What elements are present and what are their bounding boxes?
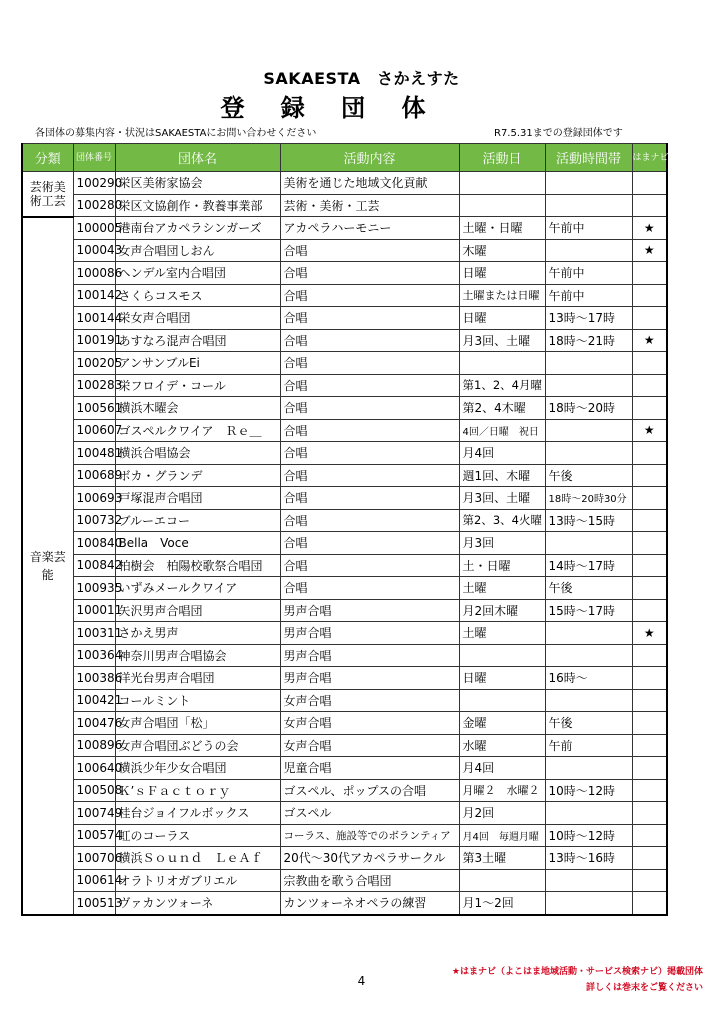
activity-day: 月2回木曜 (459, 599, 545, 622)
activity-day: 第2、4木曜 (459, 397, 545, 420)
table-row (22, 712, 667, 735)
group-name: 女声合唱団ぶどうの会 (115, 734, 280, 757)
group-name: 矢沢男声合唱団 (115, 599, 280, 622)
activity-day: 第1、2、4月曜 (459, 374, 545, 397)
activity-content: 合唱 (280, 307, 459, 330)
group-name: オラトリオガブリエル (115, 869, 280, 892)
activity-time: 午後 (545, 712, 632, 735)
group-number: 100693 (73, 487, 115, 510)
activity-time: 18時～21時 (545, 329, 632, 352)
activity-content: 合唱 (280, 464, 459, 487)
activity-content: 男声合唱 (280, 644, 459, 667)
header-category: 分類 (22, 144, 73, 172)
hamanavi-star (632, 577, 667, 600)
activity-day: 土曜 (459, 622, 545, 645)
hamanavi-star (632, 779, 667, 802)
hamanavi-star: ★ (632, 622, 667, 645)
hamanavi-star (632, 284, 667, 307)
group-name: 洋光台男声合唱団 (115, 667, 280, 690)
hamanavi-star (632, 824, 667, 847)
group-name: 港南台アカペラシンガーズ (115, 217, 280, 240)
hamanavi-star (632, 892, 667, 915)
activity-time (545, 892, 632, 915)
activity-content: 20代～30代アカペラサークル (280, 847, 459, 870)
hamanavi-star: ★ (632, 239, 667, 262)
table-row (22, 779, 667, 802)
group-name: 女声合唱団「松」 (115, 712, 280, 735)
hamanavi-star (632, 307, 667, 330)
group-number: 100005 (73, 217, 115, 240)
activity-day: 土・日曜 (459, 554, 545, 577)
activity-content: 合唱 (280, 554, 459, 577)
group-number: 100614 (73, 869, 115, 892)
activity-day (459, 194, 545, 217)
activity-content: カンツォーネオペラの練習 (280, 892, 459, 915)
group-name: 横浜木曜会 (115, 397, 280, 420)
activity-day (459, 869, 545, 892)
hamanavi-star (632, 194, 667, 217)
table-row (22, 217, 667, 240)
activity-time (545, 442, 632, 465)
activity-day: 月4回 (459, 757, 545, 780)
activity-content: 男声合唱 (280, 667, 459, 690)
group-number: 100508 (73, 779, 115, 802)
hamanavi-star (632, 667, 667, 690)
table-row (22, 847, 667, 870)
table-row (22, 869, 667, 892)
activity-time: 18時～20時 (545, 397, 632, 420)
header-name: 団体名 (115, 144, 280, 172)
activity-time: 18時～20時30分 (545, 487, 632, 510)
hamanavi-star (632, 599, 667, 622)
hamanavi-star (632, 172, 667, 195)
activity-day: 月3回、土曜 (459, 329, 545, 352)
hamanavi-star (632, 374, 667, 397)
activity-time (545, 689, 632, 712)
table-row (22, 622, 667, 645)
group-name: 栄フロイデ・コール (115, 374, 280, 397)
activity-content: ゴスペル、ポップスの合唱 (280, 779, 459, 802)
activity-content: 女声合唱 (280, 734, 459, 757)
activity-time (545, 239, 632, 262)
group-name: Ｋ’ｓＦａｃｔｏｒｙ (115, 779, 280, 802)
group-name: いずみメールクワイア (115, 577, 280, 600)
activity-content: 男声合唱 (280, 622, 459, 645)
hamanavi-star (632, 554, 667, 577)
activity-time: 13時～15時 (545, 509, 632, 532)
table-row (22, 442, 667, 465)
activity-time: 午前中 (545, 217, 632, 240)
activity-day (459, 689, 545, 712)
activity-day: 土曜・日曜 (459, 217, 545, 240)
table-row (22, 644, 667, 667)
group-name: 栄区美術家協会 (115, 172, 280, 195)
hamanavi-star (632, 869, 667, 892)
activity-time: 午前中 (545, 262, 632, 285)
table-row (22, 397, 667, 420)
table-row (22, 487, 667, 510)
hamanavi-star: ★ (632, 217, 667, 240)
activity-day: 月2回 (459, 802, 545, 825)
table-row (22, 172, 667, 195)
activity-time: 13時～16時 (545, 847, 632, 870)
header-group-no: 団体番号 (73, 144, 115, 172)
group-name: 栄区文協創作・教養事業部 (115, 194, 280, 217)
activity-content: 児童合唱 (280, 757, 459, 780)
activity-day: 日曜 (459, 262, 545, 285)
hamanavi-star (632, 397, 667, 420)
activity-day: 4回／日曜 祝日 (459, 419, 545, 442)
activity-content: 合唱 (280, 284, 459, 307)
group-name: 神奈川男声合唱協会 (115, 644, 280, 667)
group-name: ヘンデル室内合唱団 (115, 262, 280, 285)
group-name: アンサンブルEi (115, 352, 280, 375)
activity-time (545, 352, 632, 375)
group-number: 100574 (73, 824, 115, 847)
activity-day (459, 172, 545, 195)
activity-content: 合唱 (280, 442, 459, 465)
table-row (22, 892, 667, 915)
activity-day: 月1～2回 (459, 892, 545, 915)
header-day: 活動日 (459, 144, 545, 172)
group-number: 100640 (73, 757, 115, 780)
hamanavi-star: ★ (632, 329, 667, 352)
hamanavi-star (632, 532, 667, 555)
table-row (22, 464, 667, 487)
group-number: 100935 (73, 577, 115, 600)
hamanavi-star (632, 464, 667, 487)
activity-content: 合唱 (280, 329, 459, 352)
table-row (22, 757, 667, 780)
table-row (22, 262, 667, 285)
group-number: 100364 (73, 644, 115, 667)
activity-day: 日曜 (459, 307, 545, 330)
group-name: 栄女声合唱団 (115, 307, 280, 330)
activity-day: 月曜２ 水曜２ (459, 779, 545, 802)
group-number: 100043 (73, 239, 115, 262)
hamanavi-legend-note: 詳しくは巻末をご覧ください (585, 983, 703, 993)
table-row (22, 599, 667, 622)
activity-time (545, 172, 632, 195)
category-cell: 芸術美術工芸 (22, 172, 73, 217)
activity-time: 10時～12時 (545, 824, 632, 847)
hamanavi-legend: ★はまナビ（よこはま地域活動・サービス検索ナビ）掲載団体 (451, 967, 703, 977)
hamanavi-star (632, 509, 667, 532)
activity-content: 合唱 (280, 352, 459, 375)
group-number: 100421 (73, 689, 115, 712)
group-number: 100706 (73, 847, 115, 870)
category-cell: 音楽芸能 (22, 217, 73, 915)
table-row (22, 419, 667, 442)
activity-day: 土曜 (459, 577, 545, 600)
activity-time (545, 644, 632, 667)
group-number: 100086 (73, 262, 115, 285)
group-name: Bella Voce (115, 532, 280, 555)
hamanavi-star: ★ (632, 419, 667, 442)
group-number: 100561 (73, 397, 115, 420)
activity-time: 午前 (545, 734, 632, 757)
activity-day: 日曜 (459, 667, 545, 690)
table-row (22, 509, 667, 532)
activity-time (545, 802, 632, 825)
activity-day: 水曜 (459, 734, 545, 757)
group-name: 横浜少年少女合唱団 (115, 757, 280, 780)
group-name: さくらコスモス (115, 284, 280, 307)
table-row (22, 194, 667, 217)
activity-content: 合唱 (280, 397, 459, 420)
group-number: 100607 (73, 419, 115, 442)
group-name: 戸塚混声合唱団 (115, 487, 280, 510)
group-number: 100144 (73, 307, 115, 330)
group-number: 100840 (73, 532, 115, 555)
table-row (22, 824, 667, 847)
group-number: 100205 (73, 352, 115, 375)
activity-content: 美術を通じた地域文化貢献 (280, 172, 459, 195)
table-row (22, 307, 667, 330)
activity-day (459, 644, 545, 667)
activity-day: 月3回、土曜 (459, 487, 545, 510)
group-number: 100280 (73, 194, 115, 217)
hamanavi-star (632, 734, 667, 757)
hamanavi-star (632, 442, 667, 465)
group-name: 虹のコーラス (115, 824, 280, 847)
activity-time (545, 374, 632, 397)
group-number: 100689 (73, 464, 115, 487)
group-name: ボカ・グランデ (115, 464, 280, 487)
activity-content: 男声合唱 (280, 599, 459, 622)
activity-time (545, 869, 632, 892)
header-activity: 活動内容 (280, 144, 459, 172)
activity-content: 芸術・美術・工芸 (280, 194, 459, 217)
group-name: ゴスペルクワイア Ｒｅ＿ (115, 419, 280, 442)
activity-day: 第3土曜 (459, 847, 545, 870)
table-row (22, 689, 667, 712)
group-number: 100842 (73, 554, 115, 577)
activity-day: 土曜または日曜 (459, 284, 545, 307)
activity-day: 金曜 (459, 712, 545, 735)
group-name: 桂台ジョイフルボックス (115, 802, 280, 825)
activity-day: 月4回 (459, 442, 545, 465)
table-row (22, 802, 667, 825)
inquiry-note: 各団体の募集内容・状況はSAKAESTAにお問い合わせください (35, 128, 317, 139)
activity-time: 10時～12時 (545, 779, 632, 802)
group-number: 100283 (73, 374, 115, 397)
group-number: 100749 (73, 802, 115, 825)
table-row (22, 554, 667, 577)
group-name: 横浜Ｓｏｕｎｄ ＬｅＡｆ (115, 847, 280, 870)
table-row (22, 577, 667, 600)
activity-time (545, 419, 632, 442)
activity-content: 宗教曲を歌う合唱団 (280, 869, 459, 892)
header-hamanavi: はまナビ (632, 144, 667, 172)
hamanavi-star (632, 487, 667, 510)
hamanavi-star (632, 689, 667, 712)
table-row (22, 667, 667, 690)
date-note: R7.5.31までの登録団体です (494, 128, 623, 139)
page-title-latin: SAKAESTA さかえすた (263, 69, 460, 88)
group-number: 100191 (73, 329, 115, 352)
group-number: 100732 (73, 509, 115, 532)
registered-groups-table (21, 143, 668, 916)
activity-day: 週1回、木曜 (459, 464, 545, 487)
group-number: 100311 (73, 622, 115, 645)
hamanavi-star (632, 644, 667, 667)
activity-day: 第2、3、4火曜 (459, 509, 545, 532)
activity-content: 合唱 (280, 374, 459, 397)
table-row (22, 532, 667, 555)
group-number: 100481 (73, 442, 115, 465)
hamanavi-star (632, 802, 667, 825)
group-name: 柏樹会 柏陽校歌祭合唱団 (115, 554, 280, 577)
activity-content: 女声合唱 (280, 689, 459, 712)
group-number: 100011 (73, 599, 115, 622)
activity-content: 合唱 (280, 262, 459, 285)
hamanavi-star (632, 262, 667, 285)
activity-day: 月4回 毎週月曜 (459, 824, 545, 847)
activity-time: 16時～ (545, 667, 632, 690)
activity-time (545, 757, 632, 780)
activity-day (459, 352, 545, 375)
activity-time: 午後 (545, 464, 632, 487)
activity-time (545, 194, 632, 217)
table-row (22, 329, 667, 352)
activity-content: 女声合唱 (280, 712, 459, 735)
activity-time: 13時～17時 (545, 307, 632, 330)
group-name: 横浜合唱協会 (115, 442, 280, 465)
activity-time: 15時～17時 (545, 599, 632, 622)
page-title: 登 録 団 体 (220, 94, 440, 122)
group-number: 100142 (73, 284, 115, 307)
group-name: 女声合唱団しおん (115, 239, 280, 262)
activity-content: 合唱 (280, 419, 459, 442)
group-number: 100896 (73, 734, 115, 757)
hamanavi-star (632, 847, 667, 870)
table-header-row (22, 144, 667, 172)
group-name: コールミント (115, 689, 280, 712)
activity-content: 合唱 (280, 577, 459, 600)
page-number: 4 (357, 974, 366, 988)
activity-time (545, 532, 632, 555)
activity-time: 14時～17時 (545, 554, 632, 577)
group-name: あすなろ混声合唱団 (115, 329, 280, 352)
activity-time: 午後 (545, 577, 632, 600)
group-number: 100386 (73, 667, 115, 690)
group-number: 100513 (73, 892, 115, 915)
header-time: 活動時間帯 (545, 144, 632, 172)
activity-day: 月3回 (459, 532, 545, 555)
table-row (22, 239, 667, 262)
activity-day: 木曜 (459, 239, 545, 262)
activity-content: 合唱 (280, 532, 459, 555)
activity-time: 午前中 (545, 284, 632, 307)
activity-content: 合唱 (280, 239, 459, 262)
table-row (22, 352, 667, 375)
activity-content: 合唱 (280, 487, 459, 510)
hamanavi-star (632, 352, 667, 375)
activity-time (545, 622, 632, 645)
group-number: 100476 (73, 712, 115, 735)
group-name: ブルーエコー (115, 509, 280, 532)
activity-content: コーラス、施設等でのボランティア (280, 824, 459, 847)
hamanavi-star (632, 712, 667, 735)
activity-content: アカペラハーモニー (280, 217, 459, 240)
group-number: 100290 (73, 172, 115, 195)
table-row (22, 284, 667, 307)
group-name: ヴァカンツォーネ (115, 892, 280, 915)
activity-content: ゴスペル (280, 802, 459, 825)
hamanavi-star (632, 757, 667, 780)
activity-content: 合唱 (280, 509, 459, 532)
table-row (22, 374, 667, 397)
table-row (22, 734, 667, 757)
group-name: さかえ男声 (115, 622, 280, 645)
